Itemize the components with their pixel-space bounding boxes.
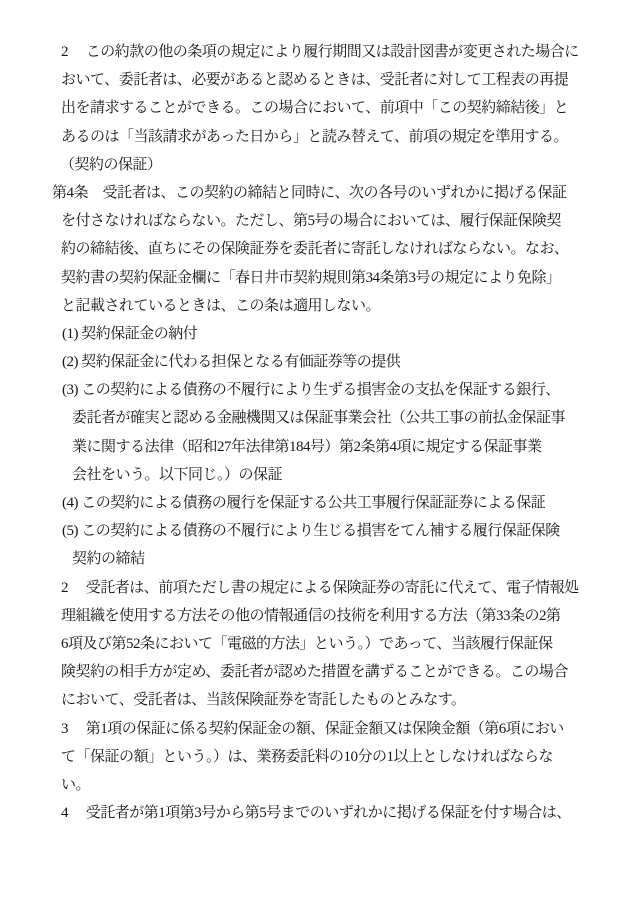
document-line: 契約書の契約保証金欄に「春日井市契約規則第34条第3号の規定により免除」 <box>61 269 561 286</box>
document-line: おいて、委託者は、必要があると認めるときは、受託者に対して工程表の再提 <box>61 72 569 89</box>
document-line: を付さなければならない。ただし、第5号の場合においては、履行保証保険契 <box>61 213 562 230</box>
document-line: (1) 契約保証金の納付 <box>62 325 198 342</box>
document-line: と記載されているときは、この条は適用しない。 <box>61 297 381 314</box>
document-line: (4) この契約による債務の履行を保証する公共工事履行保証証券による保証 <box>62 495 546 511</box>
document-line: 険契約の相手方が定め、委託者が認めた措置を講ずることができる。この場合 <box>61 664 568 681</box>
document-line: 会社をいう。以下同じ。）の保証 <box>72 466 283 483</box>
document-line: 第4条 受託者は、この契約の締結と同時に、次の各号のいずれかに掲げる保証 <box>52 184 567 201</box>
document-line: あるのは「当該請求があった日から」と読み替えて、前項の規定を準用する。 <box>61 128 569 145</box>
document-line: 6項及び第52条において「電磁的方法」という。）であって、当該履行保証保 <box>61 635 553 652</box>
document-line: 委託者が確実と認める金融機関又は保証事業会社（公共工事の前払金保証事 <box>72 410 566 427</box>
document-line: 3 第1項の保証に係る契約保証金の額、保証金額又は保険金額（第6項におい <box>61 720 564 737</box>
document-line: (3) この契約による債務の不履行により生ずる損害金の支払を保証する銀行、 <box>62 382 560 399</box>
document-line: て「保証の額」という。）は、業務委託料の10分の1以上としなければならな <box>61 748 554 765</box>
document-line: 理組織を使用する方法その他の情報通信の技術を利用する方法（第33条の2第 <box>61 607 561 624</box>
document-line: い。 <box>61 776 91 793</box>
document-line: 出を請求することができる。この場合において、前項中「この契約締結後」と <box>61 100 569 117</box>
document-line: 2 この約款の他の条項の規定により履行期間又は設計図書が変更された場合に <box>61 44 579 60</box>
document-line: 約の締結後、直ちにその保険証券を委託者に寄託しなければならない。なお、 <box>61 241 569 258</box>
document-line: 4 受託者が第1項第3号から第5号までのいずれかに掲げる保証を付す場合は、 <box>61 805 571 822</box>
document-line: (2) 契約保証金に代わる担保となる有価証券等の提供 <box>62 354 401 371</box>
document-line: （契約の保証） <box>60 156 162 173</box>
document-line: (5) この契約による債務の不履行により生じる損害をてん補する履行保証保険 <box>62 523 560 540</box>
document-line: 業に関する法律（昭和27年法律第184号）第2条第4項に規定する保証事業 <box>72 438 542 455</box>
document-line: 契約の締結 <box>72 551 145 568</box>
document-line: 2 受託者は、前項ただし書の規定による保険証券の寄託に代えて、電子情報処 <box>61 579 579 596</box>
document-line: において、受託者は、当該保険証券を寄託したものとみなす。 <box>61 692 466 709</box>
